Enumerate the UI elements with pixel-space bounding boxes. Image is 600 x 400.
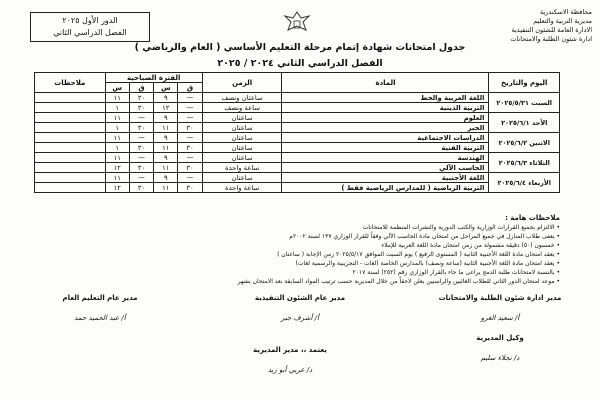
signature-general-education [30, 294, 170, 322]
note-line: • الالتزام بجميع القرارات الوزارية والكتب الدورية والنشرات المنظمة للامتحانات [362, 224, 560, 231]
header-line: مديرية التربية والتعليم [533, 17, 592, 25]
signature-role: مدير ادارة شئون الطلبة والامتحانات [438, 294, 562, 302]
notes-cell [35, 183, 106, 193]
from-hour-cell: ٩ [154, 173, 178, 183]
table-row [35, 183, 560, 193]
to-minute-cell: — [129, 153, 153, 163]
signature-name: د/ عربي أبو زيد [267, 366, 313, 374]
note-line: • بالنسبة لامتحانات طلبة الدمج يراعى ما جاء بالقرار الوزاري رقم (٢٥٢) لسنة ٢٠١٧ [352, 269, 560, 276]
to-hour-cell: ١١ [105, 173, 129, 183]
subject-cell: الحاسب الآلي [282, 163, 489, 173]
day-cell: الاثنين ٢٠٢٥/٦/٢ [489, 133, 560, 153]
col-header-subject: المادة [282, 73, 489, 93]
from-hour-cell: ١١ [154, 143, 178, 153]
signature-name: أ/ عبد الحميد حمد [74, 314, 126, 322]
day-cell: السبت ٢٠٢٥/٥/٣١ [489, 93, 560, 113]
document-subtitle: الفصل الدراسي الثاني ٢٠٢٤ / ٢٠٢٥ [217, 58, 383, 69]
to-minute-cell: ٣٠ [129, 163, 153, 173]
col-header-to-hour: س [105, 83, 129, 93]
duration-cell: ساعتان [202, 153, 282, 163]
header-line: محافظة الاسكندرية [539, 8, 592, 16]
col-header-duration: الزمن [202, 73, 282, 93]
to-minute-cell: ٣٠ [129, 93, 153, 103]
col-header-notes: ملاحظات [35, 73, 106, 93]
col-header-to-minute: ق [129, 83, 153, 93]
from-minute-cell: — [178, 173, 202, 183]
notes-cell [35, 123, 106, 133]
note-line: • يعقد امتحان مادة اللغة الأجنبية الثانية ( المستوى الرفيع ) يوم السبت الموافق ٢٠٢٥/٥/١٧ زمن الإجابة ( ساعتان ) [277, 251, 560, 258]
from-minute-cell: — [178, 153, 202, 163]
signature-name: أ/ أشرف جبر [281, 314, 319, 322]
document-title: جدول امتحانات شهادة إتمام مرحلة التعليم الأساسي ( العام والرياضي ) [134, 42, 466, 53]
subject-cell: التربية الدينية [282, 103, 489, 113]
to-hour-cell: ١ [105, 103, 129, 113]
notes-cell [35, 143, 106, 153]
table-row [35, 113, 560, 123]
from-hour-cell: ٩ [154, 153, 178, 163]
exam-schedule-table [34, 72, 560, 193]
signature-role: مدير عام الشئون التنفيذية [254, 294, 346, 302]
exam-round: الدور الأول ٢٠٢٥ [62, 16, 118, 25]
notes-title: ملاحظات هامة : [505, 214, 560, 222]
note-line: • خمسون (٥٠) دقيقة مشمولة من زمن امتحان مادة اللغة العربية للإملاء [381, 242, 560, 249]
subject-cell: اللغة الأجنبية [282, 173, 489, 183]
important-notes [34, 214, 560, 286]
subject-cell: اللغة العربية والخط [282, 93, 489, 103]
from-minute-cell: ٣٠ [178, 143, 202, 153]
note-line: • موعد امتحان الدور الثاني للطلاب الغائبين والراسبين يعلن لاحقاً من خلال المديرية حسب ترتيب المواد السابقة بعد الامتحان بشهر [237, 278, 560, 285]
signature-student-affairs [430, 294, 570, 322]
notes-cell [35, 153, 106, 163]
signature-role: وكيل المديرية [476, 334, 524, 342]
table-row [35, 173, 560, 183]
note-line: • يعقد امتحان مادة اللغة الأجنبية الثانية (ساعة ونصف) بالمدارس الخاصة (لغات - التجريبية والرسمية لغات) [295, 260, 560, 267]
duration-cell: ساعتان ونصف [202, 93, 282, 103]
duration-cell: ساعتان [202, 123, 282, 133]
notes-cell [35, 93, 106, 103]
to-hour-cell: ١٢ [105, 183, 129, 193]
duration-cell: ساعتان [202, 173, 282, 183]
from-hour-cell: ١١ [154, 183, 178, 193]
signature-name: أ/ سعيد الغرو [480, 314, 520, 322]
col-header-period: الفترة الصباحية [105, 73, 202, 83]
to-hour-cell: ١١ [105, 113, 129, 123]
to-minute-cell: ٣٠ [129, 143, 153, 153]
subject-cell: التربية الفنية [282, 143, 489, 153]
to-minute-cell: — [129, 113, 153, 123]
to-hour-cell: ١ [105, 143, 129, 153]
header-line: الادارة العامة للشئون التنفيذية [511, 26, 592, 34]
from-hour-cell: ١١ [154, 123, 178, 133]
table-row [35, 93, 560, 103]
subject-cell: الهندسة [282, 153, 489, 163]
eagle-emblem-icon [282, 10, 312, 36]
to-minute-cell: — [129, 133, 153, 143]
duration-cell: ساعة واحدة [202, 183, 282, 193]
to-hour-cell: ١١ [105, 93, 129, 103]
signature-role: يعتمد ،، مدير المديرية [253, 346, 327, 354]
notes-cell [35, 163, 106, 173]
from-hour-cell: ٩ [154, 93, 178, 103]
notes-cell [35, 113, 106, 123]
header-line: ادارة شئون الطلبة والامتحانات [510, 35, 592, 43]
col-header-from-minute: ق [178, 83, 202, 93]
to-minute-cell: — [129, 173, 153, 183]
note-line: • يعفى طلاب المنازل في جميع المراحل من امتحان مادة الحاسب الآلي وفقاً للقرار الوزاري ١٣٧ لسنة ٢٠٠٢م [289, 233, 560, 240]
table-row [35, 153, 560, 163]
table-row [35, 133, 560, 143]
table-row [35, 163, 560, 173]
table-row [35, 123, 560, 133]
to-minute-cell: ٣٠ [129, 183, 153, 193]
table-row [35, 143, 560, 153]
exam-round-box [30, 12, 150, 42]
day-cell: الأربعاء ٢٠٢٥/٦/٤ [489, 173, 560, 193]
from-minute-cell: ٣٠ [178, 123, 202, 133]
signature-executive-affairs [230, 294, 370, 322]
signature-name: د/ نجلاء سليم [480, 354, 520, 362]
duration-cell: ساعتان [202, 143, 282, 153]
duration-cell: ساعتان [202, 113, 282, 123]
day-cell: الأحد ٢٠٢٥/٦/١ [489, 113, 560, 133]
from-hour-cell: ٩ [154, 133, 178, 143]
signature-directorate-director [220, 346, 360, 374]
duration-cell: ساعتان [202, 133, 282, 143]
exam-term: الفصل الدراسي الثاني [53, 28, 127, 37]
col-header-day: اليوم والتاريخ [489, 73, 560, 93]
notes-cell [35, 173, 106, 183]
from-hour-cell: ١١ [154, 163, 178, 173]
from-minute-cell: — [178, 93, 202, 103]
day-cell: الثلاثاء ٢٠٢٥/٦/٣ [489, 153, 560, 173]
to-hour-cell: ١١ [105, 153, 129, 163]
signature-role: مدير عام التعليم العام [62, 294, 138, 302]
to-minute-cell: ٣٠ [129, 103, 153, 113]
from-hour-cell: ٩ [154, 113, 178, 123]
from-minute-cell: ٣٠ [178, 163, 202, 173]
duration-cell: ساعة واحدة [202, 163, 282, 173]
notes-cell [35, 103, 106, 113]
from-hour-cell: ١٢ [154, 103, 178, 113]
from-minute-cell: — [178, 133, 202, 143]
to-hour-cell: ١٢ [105, 163, 129, 173]
subject-cell: الدراسات الاجتماعية [282, 133, 489, 143]
table-row [35, 103, 560, 113]
subject-cell: العلوم [282, 113, 489, 123]
col-header-from-hour: س [154, 83, 178, 93]
to-hour-cell: ١١ [105, 133, 129, 143]
from-minute-cell: — [178, 103, 202, 113]
to-minute-cell: ٣٠ [129, 123, 153, 133]
subject-cell: التربية الرياضية ( للمدارس الرياضية فقط ) [282, 183, 489, 193]
from-minute-cell: — [178, 113, 202, 123]
duration-cell: ساعة ونصف [202, 103, 282, 113]
notes-cell [35, 133, 106, 143]
issuing-authority-header [442, 8, 592, 44]
subject-cell: الجبر [282, 123, 489, 133]
from-minute-cell: ٣٠ [178, 183, 202, 193]
to-hour-cell: ١ [105, 123, 129, 133]
signature-deputy-director [430, 334, 570, 362]
